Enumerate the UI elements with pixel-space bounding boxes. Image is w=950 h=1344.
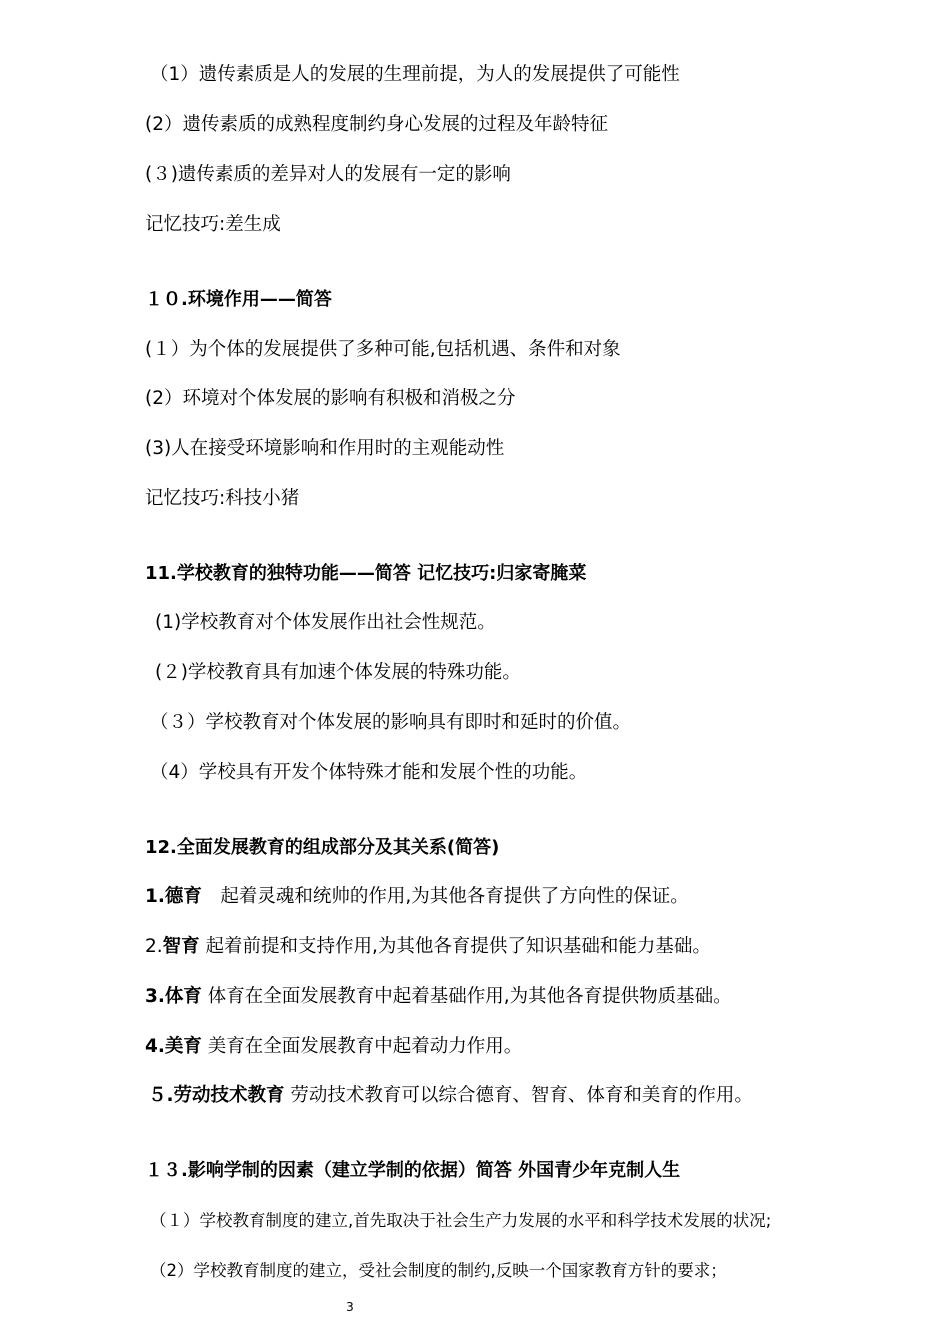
aesthetic-education-item [145, 1035, 522, 1059]
intellectual-education-prefix: 2. [145, 936, 163, 957]
moral-education-item [145, 885, 689, 909]
section-10-heading: １０.环境作用——简答 [145, 289, 332, 310]
environment-item-2: (2）环境对个体发展的影响有积极和消极之分 [145, 388, 516, 409]
school-system-item-2: （2）学校教育制度的建立，受社会制度的制约,反映一个国家教育方针的要求； [150, 1261, 727, 1280]
school-function-item-2: (２)学校教育具有加速个体发展的特殊功能。 [155, 662, 521, 683]
physical-education-item [145, 985, 732, 1009]
environment-item-3: (3)人在接受环境影响和作用时的主观能动性 [145, 438, 505, 459]
genetics-item-2: (2）遗传素质的成熟程度制约身心发展的过程及年龄特征 [145, 114, 608, 135]
school-system-item-1: （１）学校教育制度的建立,首先取决于社会生产力发展的水平和科学技术发展的状况; [150, 1211, 772, 1230]
page-number: 3 [346, 1300, 354, 1314]
genetics-item-3: (３)遗传素质的差异对人的发展有一定的影响 [145, 164, 511, 185]
section-13-heading: １３.影响学制的因素（建立学制的依据）简答 外国青少年克制人生 [145, 1160, 681, 1181]
school-function-item-1: (1)学校教育对个体发展作出社会性规范。 [155, 612, 496, 633]
environment-item-1: (１）为个体的发展提供了多种可能,包括机遇、条件和对象 [145, 339, 621, 360]
physical-education-text: 体育在全面发展教育中起着基础作用,为其他各育提供物质基础。 [201, 986, 732, 1007]
labor-education-text: 劳动技术教育可以综合德育、智育、体育和美育的作用。 [284, 1085, 753, 1106]
section-12-heading: 12.全面发展教育的组成部分及其关系(简答) [145, 837, 500, 858]
moral-education-text: 起着灵魂和统帅的作用,为其他各育提供了方向性的保证。 [201, 886, 689, 907]
labor-education-label: ５.劳动技术教育 [148, 1085, 285, 1106]
aesthetic-education-label: 4.美育 [145, 1036, 202, 1057]
environment-memory-tip: 记忆技巧:科技小猪 [145, 488, 300, 509]
aesthetic-education-text: 美育在全面发展教育中起着动力作用。 [201, 1036, 523, 1057]
physical-education-label: 3.体育 [145, 986, 202, 1007]
genetics-memory-tip: 记忆技巧:差生成 [145, 214, 281, 235]
section-11-heading: 11.学校教育的独特功能——简答 记忆技巧:归家寄腌菜 [145, 563, 587, 584]
school-function-item-4: （4）学校具有开发个体特殊才能和发展个性的功能。 [150, 762, 588, 783]
school-function-item-3: （３）学校教育对个体发展的影响具有即时和延时的价值。 [150, 712, 632, 733]
intellectual-education-text: 起着前提和支持作用,为其他各育提供了知识基础和能力基础。 [199, 936, 711, 957]
moral-education-label: 1.德育 [145, 886, 202, 907]
intellectual-education-item [145, 935, 711, 959]
labor-education-item [148, 1084, 753, 1108]
genetics-item-1: （1）遗传素质是人的发展的生理前提，为人的发展提供了可能性 [150, 64, 680, 85]
intellectual-education-label: 智育 [162, 936, 200, 957]
